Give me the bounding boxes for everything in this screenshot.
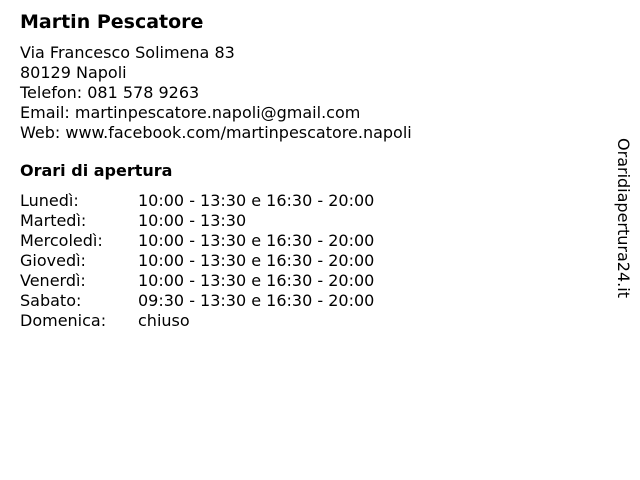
hours-table	[20, 191, 580, 331]
hours-title: Orari di apertura	[20, 161, 173, 180]
day-label: Sabato:	[20, 291, 82, 310]
web-line: Web: www.facebook.com/martinpescatore.napoli	[20, 123, 412, 142]
business-card	[20, 10, 580, 331]
time-value: 10:00 - 13:30 e 16:30 - 20:00	[138, 251, 375, 270]
hours-row-monday	[20, 191, 580, 211]
time-value: 10:00 - 13:30	[138, 211, 247, 230]
phone-line: Telefon: 081 578 9263	[20, 83, 200, 102]
hours-row-thursday	[20, 251, 580, 271]
hours-row-tuesday	[20, 211, 580, 231]
time-value: 10:00 - 13:30 e 16:30 - 20:00	[138, 191, 375, 210]
hours-row-sunday	[20, 311, 580, 331]
day-label: Venerdì:	[20, 271, 86, 290]
contact-block	[20, 43, 580, 143]
address-line: Via Francesco Solimena 83	[20, 43, 235, 62]
day-label: Martedì:	[20, 211, 87, 230]
day-label: Lunedì:	[20, 191, 79, 210]
day-label: Mercoledì:	[20, 231, 103, 250]
time-value: 09:30 - 13:30 e 16:30 - 20:00	[138, 291, 375, 310]
business-name: Martin Pescatore	[20, 11, 204, 33]
hours-row-saturday	[20, 291, 580, 311]
city-line: 80129 Napoli	[20, 63, 127, 82]
time-value: chiuso	[138, 311, 190, 330]
time-value: 10:00 - 13:30 e 16:30 - 20:00	[138, 271, 375, 290]
day-label: Domenica:	[20, 311, 107, 330]
hours-row-wednesday	[20, 231, 580, 251]
hours-row-friday	[20, 271, 580, 291]
email-line: Email: martinpescatore.napoli@gmail.com	[20, 103, 361, 122]
day-label: Giovedì:	[20, 251, 86, 270]
time-value: 10:00 - 13:30 e 16:30 - 20:00	[138, 231, 375, 250]
site-watermark: Oraridiapertura24.it	[614, 138, 633, 298]
